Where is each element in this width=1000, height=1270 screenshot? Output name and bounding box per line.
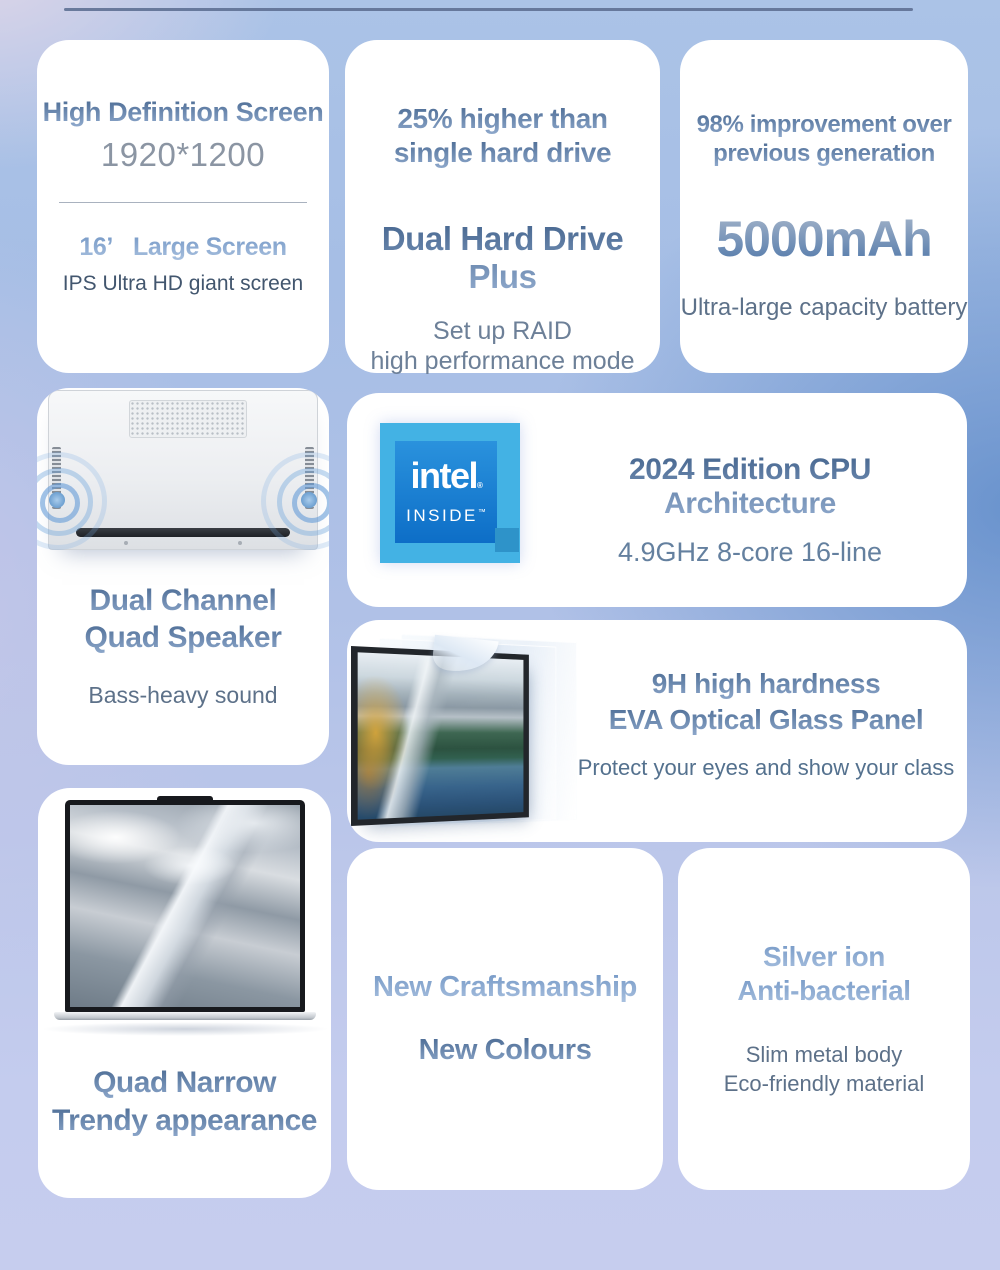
intel-inside-badge	[380, 423, 520, 563]
screen-card-title: High Definition Screen	[37, 96, 329, 128]
screen-resolution-value: 1920*1200	[100, 136, 266, 173]
cpu-card-title: 2024 Edition CPU Architecture	[547, 453, 953, 521]
storage-headline-line2: single hard drive	[345, 136, 660, 170]
card-trendy-appearance	[38, 788, 331, 1198]
anti-desc-block	[724, 1040, 925, 1098]
card-glass-panel	[347, 620, 967, 842]
glass-text-block	[575, 666, 957, 781]
laptop-shadow	[42, 1022, 328, 1036]
speaker-title-line2: Quad Speaker	[37, 619, 329, 656]
cpu-text-block	[547, 453, 953, 568]
glass-title-line1: 9H high hardness	[575, 666, 957, 702]
anti-title-block	[737, 940, 910, 1008]
battery-headline-line2: previous generation	[680, 139, 968, 168]
laptop-bottom-illustration	[37, 388, 329, 554]
craft-line2: New Colours	[418, 1034, 592, 1066]
screw-dot	[238, 541, 242, 545]
screen-card-divider	[59, 202, 307, 203]
top-divider-line	[64, 8, 913, 11]
speaker-title-line1: Dual Channel	[37, 582, 329, 619]
storage-desc-line2: high performance mode	[370, 347, 635, 375]
battery-capacity-value: 5000mAh	[680, 210, 968, 268]
speaker-grille	[129, 400, 247, 438]
glass-desc: Protect your eyes and show your class	[577, 755, 955, 780]
speaker-desc: Bass-heavy sound	[88, 682, 278, 708]
battery-headline-line1: 98% improvement over	[680, 110, 968, 139]
camera-module-tab	[157, 796, 213, 805]
laptop-screen-landscape	[351, 646, 529, 826]
design-title-line2: Trendy appearance	[38, 1102, 331, 1140]
card-dual-hard-drive	[345, 40, 660, 373]
intel-badge-corner-square	[495, 528, 519, 552]
anti-desc-line2: Eco-friendly material	[723, 1071, 925, 1096]
storage-desc	[345, 316, 660, 376]
craft-line1: New Craftsmanship	[373, 971, 637, 1003]
anti-title-line2: Anti-bacterial	[737, 975, 911, 1006]
storage-desc-line1: Set up RAID	[433, 317, 572, 345]
screen-size-line	[37, 233, 329, 262]
laptop-front-illustration	[38, 788, 331, 1036]
screen-size-label: Large Screen	[132, 233, 287, 261]
screw-dot	[124, 541, 128, 545]
storage-card-title: Dual Hard Drive Plus	[345, 220, 660, 296]
card-new-craftsmanship	[347, 848, 663, 1190]
battery-desc: Ultra-large capacity battery	[680, 294, 968, 321]
design-title-line1: Quad Narrow	[38, 1064, 331, 1102]
laptop-front-screen	[65, 800, 305, 1012]
card-high-definition-screen	[37, 40, 329, 373]
trademark-mark: ™	[477, 506, 486, 516]
snow-mountain-wallpaper	[70, 805, 300, 1007]
card-battery	[680, 40, 968, 373]
screen-glass-illustration	[349, 630, 609, 836]
intel-inside-text: INSIDE™	[406, 505, 486, 525]
laptop-base-bar	[54, 1012, 316, 1020]
storage-headline-line1: 25% higher than	[345, 102, 660, 136]
landscape-photo	[358, 652, 524, 819]
card-quad-speaker	[37, 388, 329, 765]
registered-mark: ®	[477, 480, 482, 490]
laptop-hinge-bar	[76, 528, 290, 537]
intel-brand-text: intel®	[410, 454, 482, 496]
screen-card-subtitle: IPS Ultra HD giant screen	[62, 272, 304, 295]
anti-desc-line1: Slim metal body	[745, 1042, 903, 1067]
glass-title-line2: EVA Optical Glass Panel	[575, 702, 957, 738]
intel-inside-badge-inner	[395, 441, 497, 543]
card-anti-bacterial	[678, 848, 970, 1190]
anti-title-line1: Silver ion	[737, 940, 910, 974]
card-cpu-architecture	[347, 393, 967, 607]
cpu-card-desc: 4.9GHz 8-core 16-line	[617, 537, 883, 567]
screen-size-value: 16’	[79, 233, 113, 261]
